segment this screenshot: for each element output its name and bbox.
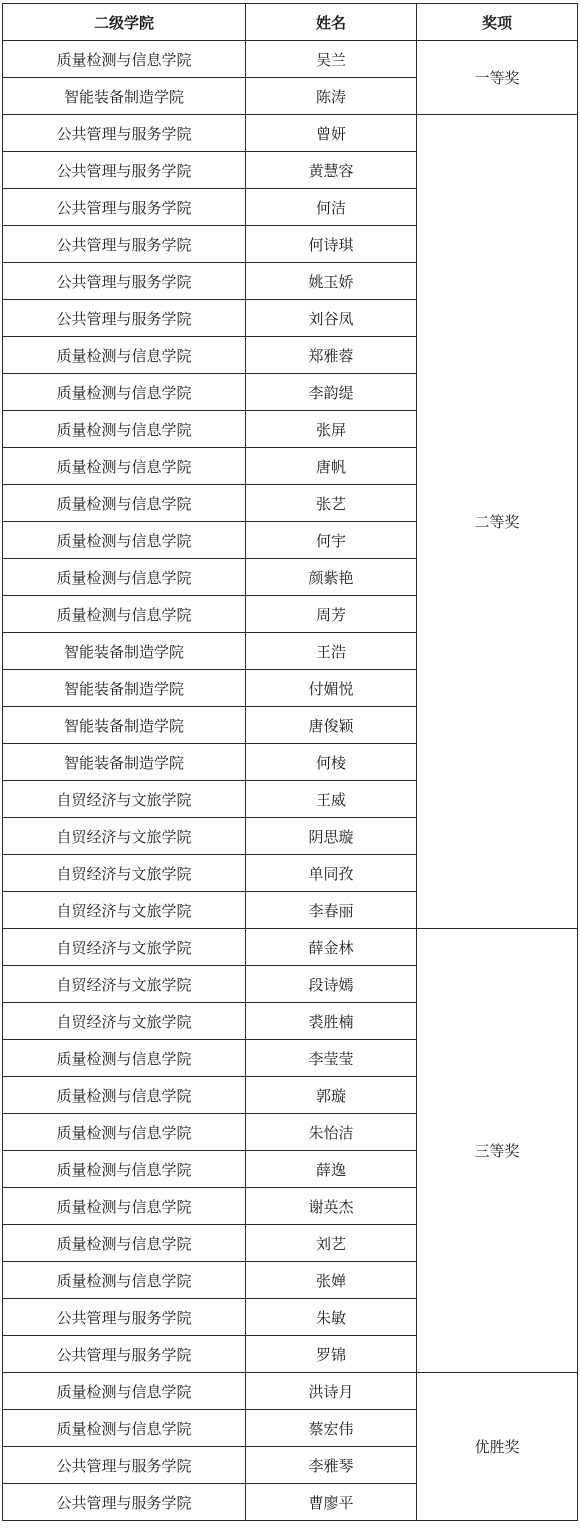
student-name-cell: 朱怡洁 — [246, 1114, 417, 1151]
college-cell: 质量检测与信息学院 — [3, 1188, 246, 1225]
college-cell: 自贸经济与文旅学院 — [3, 781, 246, 818]
college-cell: 质量检测与信息学院 — [3, 448, 246, 485]
table-row — [3, 1373, 578, 1410]
award-cell: 三等奖 — [417, 929, 578, 1373]
student-name-cell: 郭璇 — [246, 1077, 417, 1114]
student-name-cell: 姚玉娇 — [246, 263, 417, 300]
student-name-cell: 周芳 — [246, 596, 417, 633]
student-name-cell: 颜紫艳 — [246, 559, 417, 596]
college-cell: 质量检测与信息学院 — [3, 411, 246, 448]
student-name-cell: 曾妍 — [246, 115, 417, 152]
student-name-cell: 李韵缇 — [246, 374, 417, 411]
college-cell: 公共管理与服务学院 — [3, 300, 246, 337]
student-name-cell: 唐俊颖 — [246, 707, 417, 744]
student-name-cell: 刘艺 — [246, 1225, 417, 1262]
award-cell: 二等奖 — [417, 115, 578, 929]
college-cell: 智能装备制造学院 — [3, 633, 246, 670]
student-name-cell: 付媚悦 — [246, 670, 417, 707]
college-cell: 质量检测与信息学院 — [3, 559, 246, 596]
college-cell: 自贸经济与文旅学院 — [3, 1003, 246, 1040]
college-cell: 自贸经济与文旅学院 — [3, 855, 246, 892]
college-cell: 公共管理与服务学院 — [3, 1484, 246, 1521]
header-college: 二级学院 — [3, 4, 246, 41]
student-name-cell: 李春丽 — [246, 892, 417, 929]
student-name-cell: 张屏 — [246, 411, 417, 448]
student-name-cell: 刘谷凤 — [246, 300, 417, 337]
student-name-cell: 陈涛 — [246, 78, 417, 115]
college-cell: 质量检测与信息学院 — [3, 374, 246, 411]
student-name-cell: 唐帆 — [246, 448, 417, 485]
college-cell: 质量检测与信息学院 — [3, 1410, 246, 1447]
college-cell: 公共管理与服务学院 — [3, 115, 246, 152]
student-name-cell: 李雅琴 — [246, 1447, 417, 1484]
student-name-cell: 裘胜楠 — [246, 1003, 417, 1040]
header-row — [3, 4, 578, 41]
student-name-cell: 李莹莹 — [246, 1040, 417, 1077]
college-cell: 智能装备制造学院 — [3, 744, 246, 781]
college-cell: 自贸经济与文旅学院 — [3, 818, 246, 855]
student-name-cell: 何诗琪 — [246, 226, 417, 263]
award-table — [2, 3, 578, 1521]
student-name-cell: 谢英杰 — [246, 1188, 417, 1225]
student-name-cell: 单同孜 — [246, 855, 417, 892]
college-cell: 质量检测与信息学院 — [3, 1040, 246, 1077]
college-cell: 质量检测与信息学院 — [3, 485, 246, 522]
college-cell: 质量检测与信息学院 — [3, 337, 246, 374]
college-cell: 质量检测与信息学院 — [3, 522, 246, 559]
header-name: 姓名 — [246, 4, 417, 41]
student-name-cell: 薛逸 — [246, 1151, 417, 1188]
college-cell: 质量检测与信息学院 — [3, 1262, 246, 1299]
college-cell: 质量检测与信息学院 — [3, 1151, 246, 1188]
student-name-cell: 张艺 — [246, 485, 417, 522]
table-header — [3, 4, 578, 41]
student-name-cell: 王威 — [246, 781, 417, 818]
college-cell: 公共管理与服务学院 — [3, 189, 246, 226]
header-award: 奖项 — [417, 4, 578, 41]
college-cell: 公共管理与服务学院 — [3, 1299, 246, 1336]
college-cell: 自贸经济与文旅学院 — [3, 892, 246, 929]
student-name-cell: 阴思璇 — [246, 818, 417, 855]
college-cell: 公共管理与服务学院 — [3, 226, 246, 263]
table-row — [3, 115, 578, 152]
college-cell: 智能装备制造学院 — [3, 707, 246, 744]
college-cell: 质量检测与信息学院 — [3, 596, 246, 633]
college-cell: 智能装备制造学院 — [3, 78, 246, 115]
college-cell: 质量检测与信息学院 — [3, 1225, 246, 1262]
student-name-cell: 何宇 — [246, 522, 417, 559]
student-name-cell: 朱敏 — [246, 1299, 417, 1336]
college-cell: 质量检测与信息学院 — [3, 1114, 246, 1151]
table-body — [3, 41, 578, 1521]
table-row — [3, 929, 578, 966]
college-cell: 公共管理与服务学院 — [3, 263, 246, 300]
student-name-cell: 蔡宏伟 — [246, 1410, 417, 1447]
table-row — [3, 41, 578, 78]
student-name-cell: 何洁 — [246, 189, 417, 226]
student-name-cell: 曹廖平 — [246, 1484, 417, 1521]
student-name-cell: 郑雅蓉 — [246, 337, 417, 374]
student-name-cell: 何棱 — [246, 744, 417, 781]
college-cell: 质量检测与信息学院 — [3, 1373, 246, 1410]
student-name-cell: 段诗嫣 — [246, 966, 417, 1003]
college-cell: 公共管理与服务学院 — [3, 1336, 246, 1373]
student-name-cell: 黄慧容 — [246, 152, 417, 189]
student-name-cell: 张婵 — [246, 1262, 417, 1299]
student-name-cell: 罗锦 — [246, 1336, 417, 1373]
student-name-cell: 洪诗月 — [246, 1373, 417, 1410]
college-cell: 公共管理与服务学院 — [3, 152, 246, 189]
award-cell: 一等奖 — [417, 41, 578, 115]
college-cell: 质量检测与信息学院 — [3, 41, 246, 78]
college-cell: 公共管理与服务学院 — [3, 1447, 246, 1484]
college-cell: 智能装备制造学院 — [3, 670, 246, 707]
college-cell: 自贸经济与文旅学院 — [3, 929, 246, 966]
college-cell: 自贸经济与文旅学院 — [3, 966, 246, 1003]
student-name-cell: 吴兰 — [246, 41, 417, 78]
college-cell: 质量检测与信息学院 — [3, 1077, 246, 1114]
student-name-cell: 王浩 — [246, 633, 417, 670]
award-cell: 优胜奖 — [417, 1373, 578, 1521]
student-name-cell: 薛金林 — [246, 929, 417, 966]
